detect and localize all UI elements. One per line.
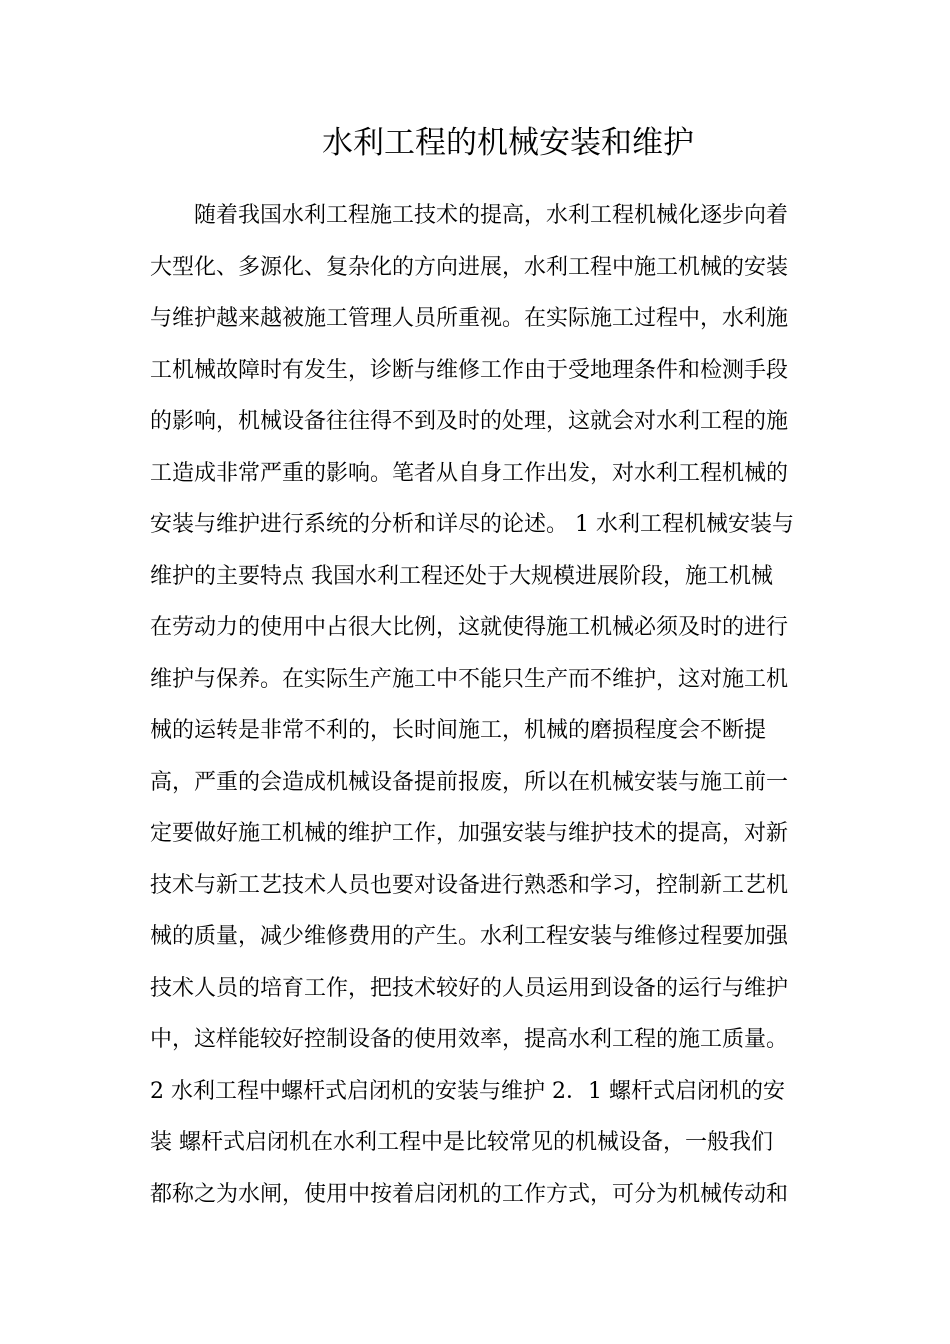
- body-line: 工造成非常严重的影响。笔者从自身工作出发，对水利工程机械的: [150, 460, 789, 486]
- body-line: 械的运转是非常不利的，长时间施工，机械的磨损程度会不断提: [150, 718, 767, 743]
- body-line: 工机械故障时有发生，诊断与维修工作由于受地理条件和检测手段: [150, 357, 789, 383]
- body-line: 维护与保养。在实际生产施工中不能只生产而不维护，这对施工机: [150, 666, 789, 692]
- body-line: 技术人员的培育工作，把技术较好的人员运用到设备的运行与维护: [150, 975, 789, 1001]
- body-line: 装 螺杆式启闭机在水利工程中是比较常见的机械设备，一般我们: [150, 1130, 773, 1155]
- body-line: 在劳动力的使用中占很大比例，这就使得施工机械必须及时的进行: [150, 615, 789, 640]
- body-line: 大型化、多源化、复杂化的方向进展，水利工程中施工机械的安装: [150, 254, 789, 280]
- body-line: 随着我国水利工程施工技术的提高，水利工程机械化逐步向着: [194, 203, 789, 228]
- body-line: 技术与新工艺技术人员也要对设备进行熟悉和学习，控制新工艺机: [150, 872, 789, 898]
- body-line: 维护的主要特点 我国水利工程还处于大规模进展阶段，施工机械: [150, 563, 773, 589]
- body-line: 的影响，机械设备往往得不到及时的处理，这就会对水利工程的施: [150, 409, 789, 434]
- body-line: 中，这样能较好控制设备的使用效率，提高水利工程的施工质量。: [150, 1027, 789, 1052]
- body-line: 械的质量，减少维修费用的产生。水利工程安装与维修过程要加强: [150, 924, 789, 949]
- body-line: 高，严重的会造成机械设备提前报废，所以在机械安装与施工前一: [150, 769, 789, 795]
- document-body: [150, 190, 810, 1220]
- body-line: 与维护越来越被施工管理人员所重视。在实际施工过程中，水利施: [150, 306, 789, 331]
- body-line: 都称之为水闸，使用中按着启闭机的工作方式，可分为机械传动和: [150, 1181, 789, 1207]
- body-line: 安装与维护进行系统的分析和详尽的论述。 1 水利工程机械安装与: [150, 512, 794, 537]
- body-line: 定要做好施工机械的维护工作，加强安装与维护技术的提高，对新: [150, 821, 789, 846]
- document-title: 水利工程的机械安装和维护: [322, 125, 694, 161]
- body-line: 2 水利工程中螺杆式启闭机的安装与维护 2．1 螺杆式启闭机的安: [150, 1078, 785, 1104]
